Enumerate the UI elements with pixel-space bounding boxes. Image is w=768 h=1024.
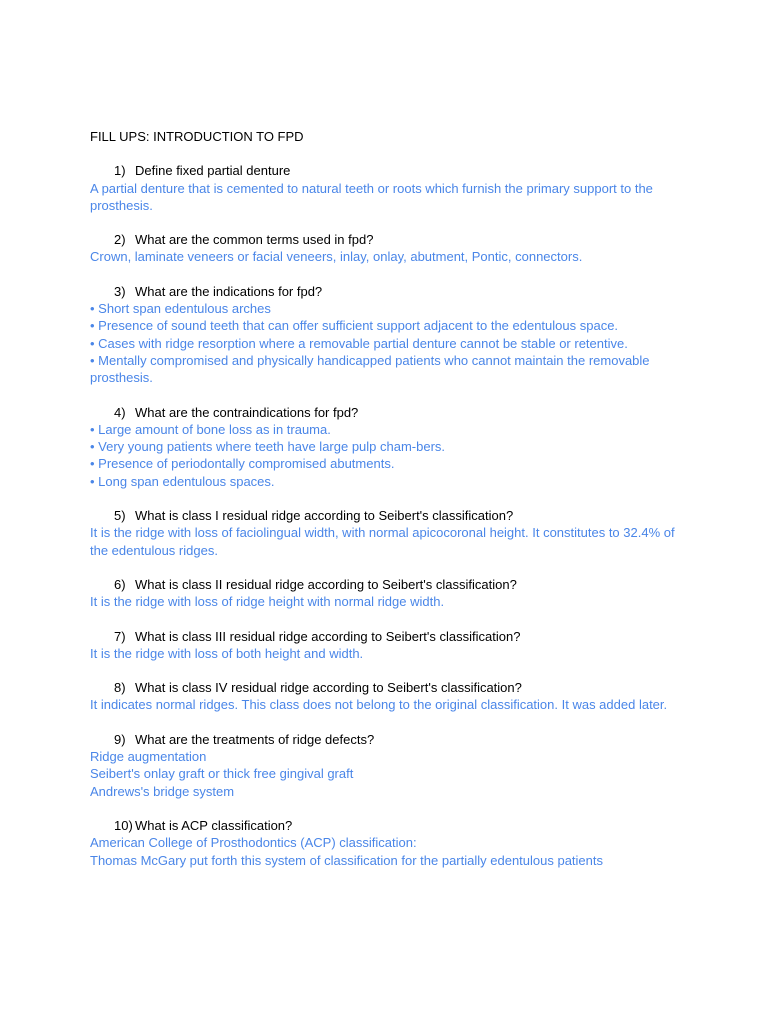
question-line: [90, 283, 680, 300]
answer-line: • Very young patients where teeth have large pulp cham-bers.: [90, 439, 446, 455]
question-text: What are the indications for fpd?: [135, 283, 323, 299]
question-block: [90, 817, 680, 869]
answer-line: A partial denture that is cemented to natural teeth or roots which furnish the primary support to the prosthesis.: [90, 180, 653, 213]
question-line: [90, 576, 680, 593]
question-number: 6): [114, 576, 126, 592]
answer-line: American College of Prosthodontics (ACP) classification:: [90, 835, 417, 851]
question-text: What is ACP classification?: [135, 817, 293, 833]
question-line: [90, 731, 680, 748]
question-number: 2): [114, 232, 126, 248]
answer-line: • Mentally compromised and physically handicapped patients who cannot maintain the removable prosthesis.: [90, 352, 650, 386]
question-list: [90, 162, 680, 869]
question-line: [90, 162, 680, 179]
question-block: [90, 507, 680, 559]
answer: [90, 696, 680, 713]
question-text: Define fixed partial denture: [135, 163, 291, 179]
answer: [90, 300, 680, 386]
answer-line: Andrews's bridge system: [90, 783, 235, 799]
question-block: [90, 231, 680, 266]
question-block: [90, 404, 680, 490]
answer-line: It is the ridge with loss of both height and width.: [90, 645, 364, 661]
question-number: 5): [114, 508, 126, 524]
question-block: [90, 576, 680, 611]
question-line: [90, 231, 680, 248]
question-number: 3): [114, 283, 126, 299]
answer-line: Crown, laminate veneers or facial veneers, inlay, onlay, abutment, Pontic, connectors.: [90, 249, 583, 265]
question-line: [90, 507, 680, 524]
question-number: 1): [114, 163, 126, 179]
question-line: [90, 817, 680, 834]
question-number: 7): [114, 628, 126, 644]
answer-line: • Short span edentulous arches: [90, 301, 271, 317]
answer: [90, 524, 680, 559]
question-block: [90, 628, 680, 663]
answer: [90, 421, 680, 490]
answer-line: Ridge augmentation: [90, 749, 207, 765]
question-text: What are the common terms used in fpd?: [135, 232, 374, 248]
question-line: [90, 628, 680, 645]
answer-line: Thomas McGary put forth this system of classification for the partially edentulous patients: [90, 852, 604, 868]
question-text: What is class IV residual ridge according to Seibert's classification?: [135, 680, 522, 696]
question-text: What are the contraindications for fpd?: [135, 404, 359, 420]
question-line: [90, 404, 680, 421]
question-block: [90, 679, 680, 714]
answer: [90, 593, 680, 610]
question-text: What is class I residual ridge according to Seibert's classification?: [135, 508, 514, 524]
answer: [90, 180, 680, 215]
answer-line: It is the ridge with loss of faciolingual width, with normal apicocoronal height. It constitutes to 32.4% of the edentulous ridges.: [90, 525, 675, 558]
question-block: [90, 283, 680, 387]
question-block: [90, 162, 680, 214]
answer: [90, 748, 680, 800]
answer-line: It indicates normal ridges. This class does not belong to the original classification. It was added later.: [90, 697, 668, 713]
answer-line: • Presence of periodontally compromised abutments.: [90, 456, 395, 472]
answer-line: • Long span edentulous spaces.: [90, 473, 275, 489]
document-page: [90, 128, 680, 886]
answer: [90, 834, 680, 869]
question-text: What is class II residual ridge according to Seibert's classification?: [135, 576, 517, 592]
question-number: 8): [114, 680, 126, 696]
answer-line: • Cases with ridge resorption where a removable partial denture cannot be stable or retentive.: [90, 335, 628, 351]
question-text: What is class III residual ridge according to Seibert's classification?: [135, 628, 521, 644]
answer-line: It is the ridge with loss of ridge height with normal ridge width.: [90, 594, 445, 610]
question-number: 9): [114, 731, 126, 747]
document-title: FILL UPS: INTRODUCTION TO FPD: [90, 129, 304, 144]
question-number: 4): [114, 404, 126, 420]
question-text: What are the treatments of ridge defects?: [135, 731, 375, 747]
answer-line: Seibert's onlay graft or thick free gingival graft: [90, 766, 354, 782]
answer-line: • Large amount of bone loss as in trauma.: [90, 421, 331, 437]
answer: [90, 645, 680, 662]
answer-line: • Presence of sound teeth that can offer sufficient support adjacent to the edentulous space.: [90, 318, 619, 334]
question-block: [90, 731, 680, 800]
question-line: [90, 679, 680, 696]
question-number: 10): [114, 817, 133, 833]
answer: [90, 248, 680, 265]
